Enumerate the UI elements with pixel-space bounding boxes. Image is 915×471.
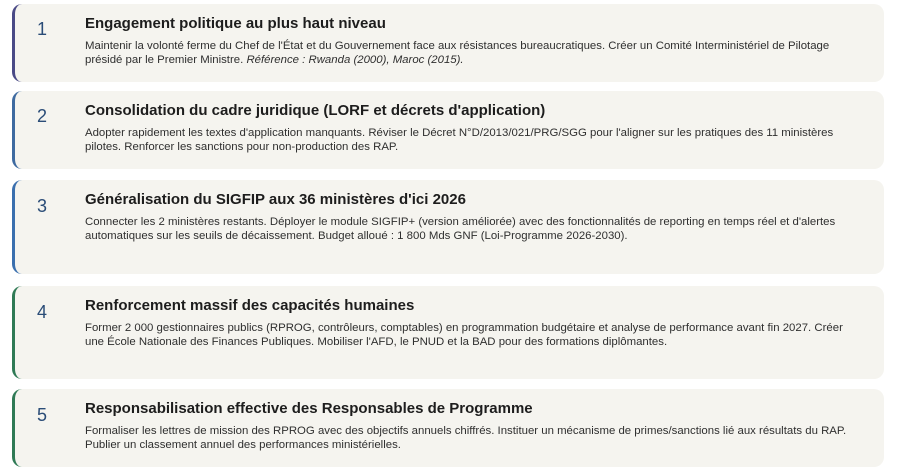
recommendation-title: Responsabilisation effective des Responsables de Programme [85,400,533,417]
recommendation-card [12,91,884,169]
recommendation-card [12,389,884,467]
recommendation-card [12,4,884,82]
recommendation-number: 5 [37,405,48,425]
recommendation-number: 1 [37,19,48,39]
recommendation-title: Renforcement massif des capacités humaines [85,297,415,314]
recommendation-title: Généralisation du SIGFIP aux 36 ministères d'ici 2026 [85,191,466,208]
recommendation-description: Connecter les 2 ministères restants. Déployer le module SIGFIP+ (version améliorée) avec des fonctionnalités de reporting en temps réel et d'alertes automatiques sur les seuils de décaissement. Budget alloué : 1 800 Mds GNF (Loi-Programme 2026-2030). [85,216,836,242]
reference-text: Référence : Rwanda (2000), Maroc (2015). [246,54,464,66]
recommendation-description: Adopter rapidement les textes d'application manquants. Réviser le Décret N°D/2013/021/PRG/SGG pour l'aligner sur les pratiques des 11 ministères pilotes. Renforcer les sanctions pour non-production des RAP. [85,127,834,153]
recommendation-number: 2 [37,106,48,126]
recommendation-description: Former 2 000 gestionnaires publics (RPROG, contrôleurs, comptables) en programmation budgétaire et analyse de performance avant fin 2027. Créer une École Nationale des Finances Publiques. Mobiliser l'AFD, le PNUD et la BAD pour des formations diplômantes. [85,322,843,348]
recommendation-number: 3 [37,196,48,216]
recommendation-number: 4 [37,302,48,322]
recommendation-card [12,180,884,274]
recommendation-description: Formaliser les lettres de mission des RPROG avec des objectifs annuels chiffrés. Instituer un mécanisme de primes/sanctions lié aux résultats du RAP. Publier un classement annuel des performances ministérielles. [85,425,847,451]
description-text: Maintenir la volonté ferme du Chef de l'État et du Gouvernement face aux résistances bureaucratiques. Créer un Comité Interministériel de Pilotage présidé par le Premier Ministre. [85,40,830,66]
recommendation-card [12,286,884,379]
recommendation-title: Engagement politique au plus haut niveau [85,15,386,32]
recommendation-description [85,39,865,67]
recommendation-title: Consolidation du cadre juridique (LORF et décrets d'application) [85,102,546,119]
